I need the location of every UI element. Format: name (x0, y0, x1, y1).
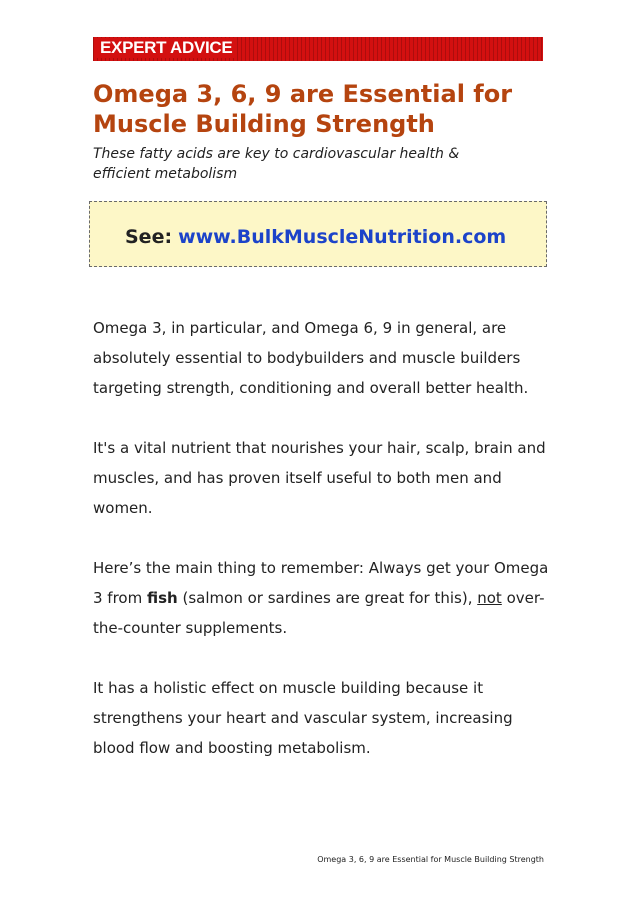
article-body (93, 313, 553, 793)
see-callout-box (89, 201, 547, 267)
paragraph-3 (93, 553, 553, 643)
banner-label: EXPERT ADVICE (97, 38, 235, 58)
title-line-2: Muscle Building Strength (93, 110, 435, 138)
page-subtitle (93, 144, 523, 184)
paragraph-3-text-a: Here’s the main thing to remember: Always get your Omega 3 from (93, 559, 549, 607)
emphasis-not: not (477, 589, 502, 607)
paragraph-1: Omega 3, in particular, and Omega 6, 9 in general, are absolutely essential to bodybuilders and muscle builders targeting strength, conditioning and overall better health. (93, 319, 529, 397)
see-callout (125, 226, 506, 248)
page-title (93, 79, 553, 139)
see-label: See: (125, 226, 173, 248)
emphasis-fish: fish (147, 589, 178, 607)
expert-advice-banner (93, 37, 543, 61)
subtitle-line-1: These fatty acids are key to cardiovascular health & (93, 146, 460, 162)
website-link[interactable]: www.BulkMuscleNutrition.com (178, 226, 507, 248)
paragraph-3-text-c: over-the-counter supplements. (93, 589, 545, 637)
subtitle-line-2: efficient metabolism (93, 166, 238, 182)
page-footer: Omega 3, 6, 9 are Essential for Muscle Building Strength (317, 855, 544, 864)
paragraph-4: It has a holistic effect on muscle building because it strengthens your heart and vascular system, increasing blood flow and boosting metabolism. (93, 679, 513, 757)
paragraph-3-text-b: (salmon or sardines are great for this), (177, 589, 478, 607)
title-line-1: Omega 3, 6, 9 are Essential for (93, 80, 513, 108)
paragraph-2: It's a vital nutrient that nourishes your hair, scalp, brain and muscles, and has proven itself useful to both men and women. (93, 439, 546, 517)
